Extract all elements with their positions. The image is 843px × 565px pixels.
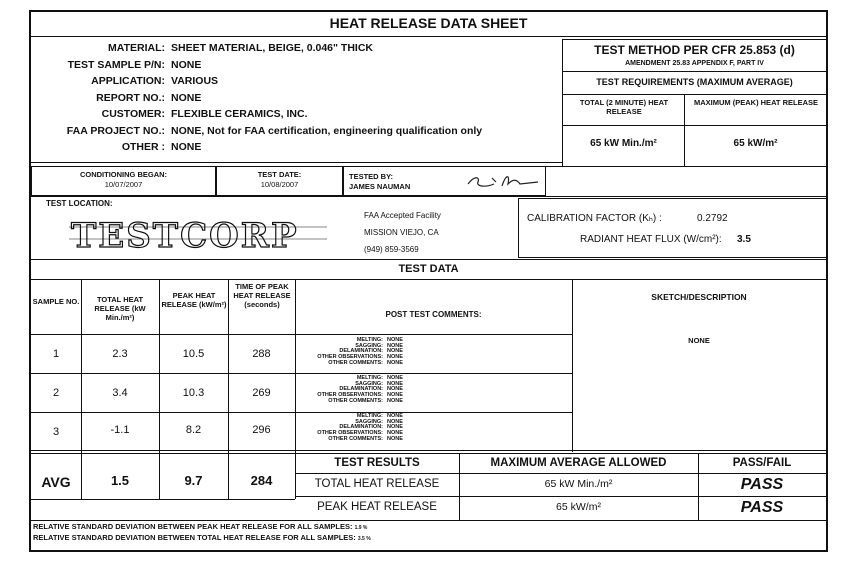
peak-release-requirement: 65 kW/m² (733, 138, 778, 149)
test-location-label: TEST LOCATION: (46, 199, 113, 208)
signature-icon (464, 170, 544, 192)
sheet-title: HEAT RELEASE DATA SHEET (329, 15, 528, 31)
sample-no-2: 2 (52, 387, 60, 399)
test-sample-label: TEST SAMPLE P/N: (67, 58, 165, 71)
melting-label: MELTING: (356, 337, 383, 343)
tested-by-name: JAMES NAUMAN (349, 182, 411, 191)
material-values (171, 40, 561, 156)
total-rsd-label: RELATIVE STANDARD DEVIATION BETWEEN TOTAL HEAT RELEASE FOR ALL SAMPLES: (33, 533, 356, 542)
avg-peak-heat: 9.7 (184, 473, 203, 488)
facility-line: FAA Accepted Facility (364, 211, 441, 220)
testcorp-logo (69, 215, 329, 253)
melting-label: MELTING: (356, 375, 383, 381)
test-date-value: 10/08/2007 (260, 180, 299, 189)
faa-project-value: NONE, Not for FAA certification, engineering qualification only (171, 124, 483, 137)
calibration-box (518, 198, 828, 258)
test-date-label: TEST DATE: (257, 170, 302, 179)
material-value: SHEET MATERIAL, BEIGE, 0.046" THICK (171, 42, 373, 54)
method-subtitle: AMENDMENT 25.83 APPENDIX F, PART IV (625, 60, 764, 67)
method-title: TEST METHOD PER CFR 25.853 (d) (594, 43, 795, 57)
delamination-value: NONE (387, 386, 403, 393)
svg-text:TESTCORP: TESTCORP (71, 216, 299, 253)
requirements-title: TEST REQUIREMENTS (MAXIMUM AVERAGE) (596, 77, 793, 87)
time-peak-2: 269 (252, 387, 271, 399)
melting-value: NONE (387, 337, 403, 343)
other-comments-label: OTHER COMMENTS: (328, 359, 383, 366)
avg-time-peak: 284 (250, 473, 273, 488)
test-sample-value: NONE (171, 58, 202, 71)
total-release-requirement: 65 kW Min./m² (590, 138, 657, 149)
sagging-value: NONE (387, 342, 403, 349)
other-observations-label: OTHER OBSERVATIONS: (317, 430, 383, 437)
time-peak-1: 288 (252, 348, 271, 360)
avg-total-heat: 1.5 (110, 473, 130, 488)
total-heat-allowed: 65 kW Min./m² (544, 478, 613, 490)
peak-heat-3: 8.2 (185, 424, 202, 436)
peak-heat-header: PEAK HEAT RELEASE (kW/m²) (161, 291, 227, 309)
other-value: NONE (171, 141, 202, 153)
customer-value: FLEXIBLE CERAMICS, INC. (171, 108, 308, 120)
sample-no-1: 1 (52, 348, 60, 360)
heat-release-data-sheet (29, 10, 828, 552)
total-rsd-value: 3.5 % (357, 536, 371, 542)
sagging-value: NONE (387, 418, 403, 425)
other-observations-value: NONE (387, 392, 403, 399)
test-results-header: TEST RESULTS (334, 457, 420, 469)
peak-heat-allowed: 65 kW/m² (556, 501, 601, 513)
facility-info (364, 207, 441, 258)
sample-no-header: SAMPLE NO. (32, 297, 80, 306)
footer-line-2 (33, 533, 371, 544)
comment-values-3 (387, 414, 403, 443)
phone-line: (949) 859-3569 (364, 245, 419, 254)
calibration-label: CALIBRATION FACTOR (Kₕ) : (527, 213, 662, 224)
delamination-label: DELAMINATION: (339, 386, 383, 393)
delamination-value: NONE (387, 424, 403, 431)
other-comments-value: NONE (387, 397, 403, 404)
application-value: VARIOUS (171, 75, 219, 87)
time-of-peak-header: TIME OF PEAK HEAT RELEASE (seconds) (233, 282, 291, 309)
melting-value: NONE (387, 375, 403, 381)
peak-heat-1: 10.5 (182, 348, 205, 360)
other-comments-label: OTHER COMMENTS: (328, 397, 383, 404)
faa-project-label: FAA PROJECT NO.: (66, 124, 165, 137)
total-heat-result-name: TOTAL HEAT RELEASE (314, 478, 440, 490)
test-method-box (562, 39, 828, 167)
footer-notes (33, 522, 371, 544)
tested-by-label: TESTED BY: (349, 172, 394, 181)
flux-value: 3.5 (737, 234, 751, 245)
total-release-header: TOTAL (2 MINUTE) HEAT RELEASE (579, 98, 669, 116)
city-line: MISSION VIEJO, CA (364, 228, 439, 237)
application-label: APPLICATION: (91, 75, 165, 87)
time-peak-3: 296 (252, 424, 271, 436)
flux-label: RADIANT HEAT FLUX (W/cm²): (580, 234, 722, 245)
conditioning-date: 10/07/2007 (104, 180, 143, 189)
comment-labels-2 (297, 376, 383, 405)
max-allowed-header: MAXIMUM AVERAGE ALLOWED (490, 457, 667, 469)
other-observations-value: NONE (387, 354, 403, 361)
total-heat-3: -1.1 (110, 424, 130, 436)
conditioning-label: CONDITIONING BEGAN: (79, 170, 168, 179)
delamination-label: DELAMINATION: (339, 348, 383, 355)
other-observations-label: OTHER OBSERVATIONS: (317, 392, 383, 399)
test-date-cell (216, 166, 343, 196)
peak-rsd-label: RELATIVE STANDARD DEVIATION BETWEEN PEAK HEAT RELEASE FOR ALL SAMPLES: (33, 522, 353, 531)
sketch-value: NONE (688, 336, 710, 345)
peak-release-header: MAXIMUM (PEAK) HEAT RELEASE (693, 98, 819, 107)
delamination-label: DELAMINATION: (339, 424, 383, 431)
other-comments-value: NONE (387, 359, 403, 366)
tested-by-cell (343, 166, 546, 196)
sagging-value: NONE (387, 380, 403, 387)
delamination-value: NONE (387, 348, 403, 355)
conditioning-cell (31, 166, 216, 196)
sketch-header: SKETCH/DESCRIPTION (651, 292, 747, 302)
sagging-label: SAGGING: (355, 418, 383, 425)
peak-heat-pass: PASS (740, 499, 784, 516)
test-data-title: TEST DATA (398, 263, 459, 275)
report-no-value: NONE (171, 91, 202, 104)
report-no-label: REPORT NO.: (96, 91, 165, 104)
comment-values-2 (387, 376, 403, 405)
footer-line-1 (33, 522, 371, 533)
material-labels (31, 40, 165, 156)
customer-label: CUSTOMER: (101, 108, 165, 120)
pass-fail-header: PASS/FAIL (732, 457, 792, 469)
total-heat-pass: PASS (740, 476, 784, 493)
post-test-comments-header: POST TEST COMMENTS: (385, 310, 482, 319)
total-heat-header: TOTAL HEAT RELEASE (kW Min./m²) (94, 295, 146, 322)
other-observations-label: OTHER OBSERVATIONS: (317, 354, 383, 361)
peak-rsd-value: 1.9 % (354, 525, 368, 531)
other-label: OTHER : (121, 141, 165, 153)
sagging-label: SAGGING: (355, 342, 383, 349)
other-comments-value: NONE (387, 435, 403, 442)
melting-value: NONE (387, 413, 403, 419)
comment-labels-3 (297, 414, 383, 443)
other-comments-label: OTHER COMMENTS: (328, 435, 383, 442)
peak-heat-2: 10.3 (182, 387, 205, 399)
comment-values-1 (387, 338, 403, 367)
other-observations-value: NONE (387, 430, 403, 437)
total-heat-1: 2.3 (112, 348, 128, 360)
avg-label: AVG (41, 474, 71, 490)
calibration-value: 0.2792 (697, 213, 728, 224)
melting-label: MELTING: (356, 413, 383, 419)
sagging-label: SAGGING: (355, 380, 383, 387)
peak-heat-result-name: PEAK HEAT RELEASE (317, 501, 437, 513)
sample-no-3: 3 (52, 426, 60, 438)
total-heat-2: 3.4 (112, 387, 128, 399)
comment-labels-1 (297, 338, 383, 367)
material-label: MATERIAL: (108, 42, 165, 54)
